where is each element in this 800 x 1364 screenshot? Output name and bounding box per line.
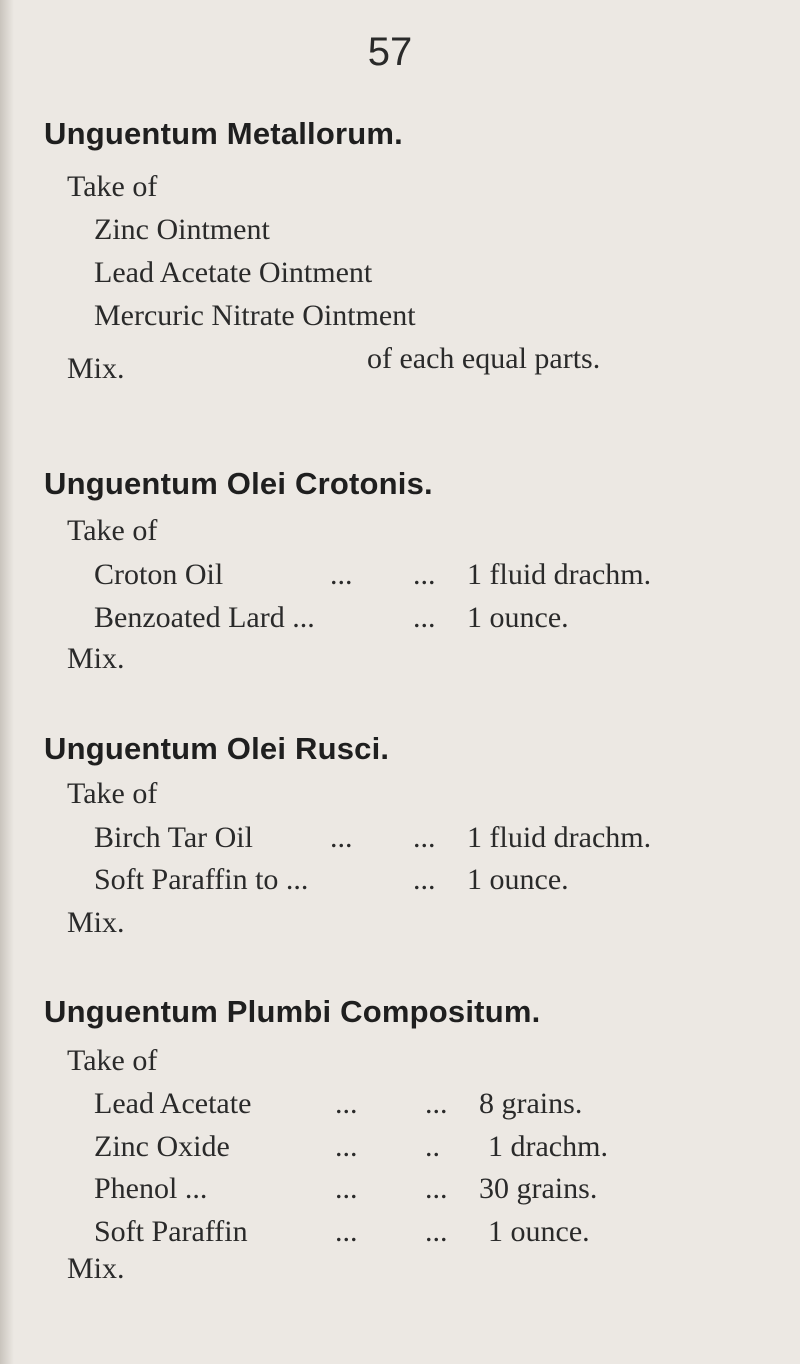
recipe-title: Unguentum Plumbi Compositum. xyxy=(44,994,541,1029)
ingredient-name: Zinc Oxide xyxy=(94,1130,230,1163)
mix-instruction: Mix. xyxy=(67,906,125,939)
recipe-title: Unguentum Metallorum. xyxy=(44,116,403,151)
leader-dots: .. xyxy=(425,1130,440,1163)
leader-dots: ... xyxy=(425,1172,448,1205)
take-of-label: Take of xyxy=(67,170,158,203)
page-number: 57 xyxy=(367,30,413,74)
ingredient-name: Lead Acetate Ointment xyxy=(94,256,373,289)
leader-dots: ... xyxy=(335,1087,358,1120)
page-edge-shadow xyxy=(0,0,14,1364)
mix-instruction: Mix. xyxy=(67,352,125,385)
ingredient-quantity: 1 fluid drachm. xyxy=(467,821,652,854)
mix-instruction: Mix. xyxy=(67,642,125,675)
leader-dots: ... xyxy=(335,1130,358,1163)
ingredient-name: Benzoated Lard ... xyxy=(94,601,315,634)
ingredient-quantity: 30 grains. xyxy=(479,1172,598,1205)
leader-dots: ... xyxy=(425,1087,448,1120)
ingredient-name: Phenol ... xyxy=(94,1172,208,1205)
recipe-title: Unguentum Olei Crotonis. xyxy=(44,466,433,501)
leader-dots: ... xyxy=(425,1215,448,1248)
ingredient-name: Zinc Ointment xyxy=(94,213,270,246)
ingredient-name: Soft Paraffin xyxy=(94,1215,248,1248)
ingredient-name: Lead Acetate xyxy=(94,1087,252,1120)
leader-dots: ... xyxy=(413,601,436,634)
leader-dots: ... xyxy=(335,1215,358,1248)
take-of-label: Take of xyxy=(67,514,158,547)
leader-dots: ... xyxy=(413,863,436,896)
take-of-label: Take of xyxy=(67,777,158,810)
leader-dots: ... xyxy=(413,821,436,854)
ingredient-name: Birch Tar Oil xyxy=(94,821,253,854)
leader-dots: ... xyxy=(330,821,353,854)
leader-dots: ... xyxy=(335,1172,358,1205)
ingredient-quantity: 1 ounce. xyxy=(467,601,569,634)
recipe-title: Unguentum Olei Rusci. xyxy=(44,731,390,766)
leader-dots: ... xyxy=(413,558,436,591)
ingredient-name: Croton Oil xyxy=(94,558,224,591)
ingredient-quantity: 1 ounce. xyxy=(467,863,569,896)
leader-dots: ... xyxy=(330,558,353,591)
mix-instruction: Mix. xyxy=(67,1252,125,1285)
ingredient-quantity: 1 fluid drachm. xyxy=(467,558,652,591)
ingredient-name: Soft Paraffin to ... xyxy=(94,863,309,896)
take-of-label: Take of xyxy=(67,1044,158,1077)
ingredient-quantity: 8 grains. xyxy=(479,1087,583,1120)
ingredient-quantity: 1 ounce. xyxy=(488,1215,590,1248)
ingredient-name: Mercuric Nitrate Ointment xyxy=(94,299,416,332)
equal-parts-note: of each equal parts. xyxy=(367,342,601,375)
ingredient-quantity: 1 drachm. xyxy=(488,1130,608,1163)
